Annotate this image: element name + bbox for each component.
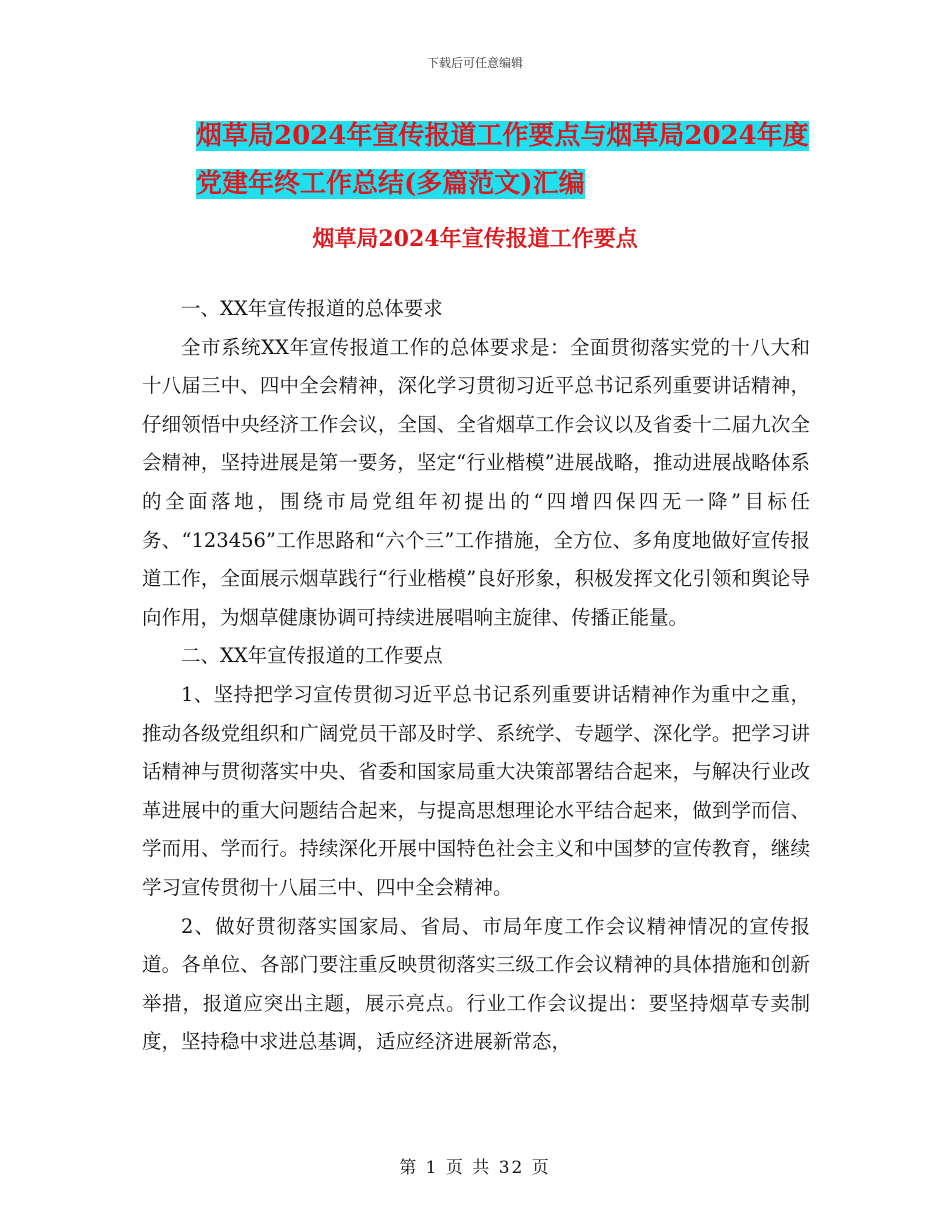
- paragraph-point-2: 2、做好贯彻落实国家局、省局、市局年度工作会议精神情况的宣传报道。各单位、各部门要注重反映贯彻落实三级工作会议精神的具体措施和创新举措，报道应突出主题，展示亮点。行业工作会议提出：要坚持烟草专卖制度，坚持稳中求进总基调，适应经济进展新常态，: [142, 914, 810, 1054]
- page-header: 下载后可任意编辑: [426, 56, 523, 70]
- body-text: [142, 290, 810, 1062]
- page-number: 第 1 页 共 32 页: [399, 1158, 551, 1178]
- document-title: [196, 112, 816, 208]
- section-title: 烟草局2024年宣传报道工作要点: [312, 226, 638, 252]
- paragraph-general-requirements: 全市系统XX年宣传报道工作的总体要求是：全面贯彻落实党的十八大和十八届三中、四中全会精神，深化学习贯彻习近平总书记系列重要讲话精神，仔细领悟中央经济工作会议，全国、全省烟草工作会议以及省委十二届九次全会精神，坚持进展是第一要务，坚定“行业楷模”进展战略，推动进展战略体系的全面落地，围绕市局党组年初提出的“四增四保四无一降”目标任务、“123456”工作思路和“六个三”工作措施，全方位、多角度地做好宣传报道工作，全面展示烟草践行“行业楷模”良好形象，积极发挥文化引领和舆论导向作用，为烟草健康协调可持续进展唱响主旋律、传播正能量。: [142, 335, 810, 629]
- heading-general-requirements: 一、XX年宣传报道的总体要求: [181, 297, 443, 320]
- heading-work-points: 二、XX年宣传报道的工作要点: [181, 644, 443, 668]
- title-line-2: 党建年终工作总结(多篇范文)汇编: [196, 169, 585, 199]
- title-line-1: 烟草局2024年宣传报道工作要点与烟草局2024年度: [196, 121, 809, 151]
- paragraph-point-1: 1、坚持把学习宣传贯彻习近平总书记系列重要讲话精神作为重中之重，推动各级党组织和广阔党员干部及时学、系统学、专题学、深化学。把学习讲话精神与贯彻落实中央、省委和国家局重大决策部署结合起来，与解决行业改革进展中的重大问题结合起来，与提高思想理论水平结合起来，做到学而信、学而用、学而行。持续深化开展中国特色社会主义和中国梦的宣传教育，继续学习宣传贯彻十八届三中、四中全会精神。: [142, 682, 810, 899]
